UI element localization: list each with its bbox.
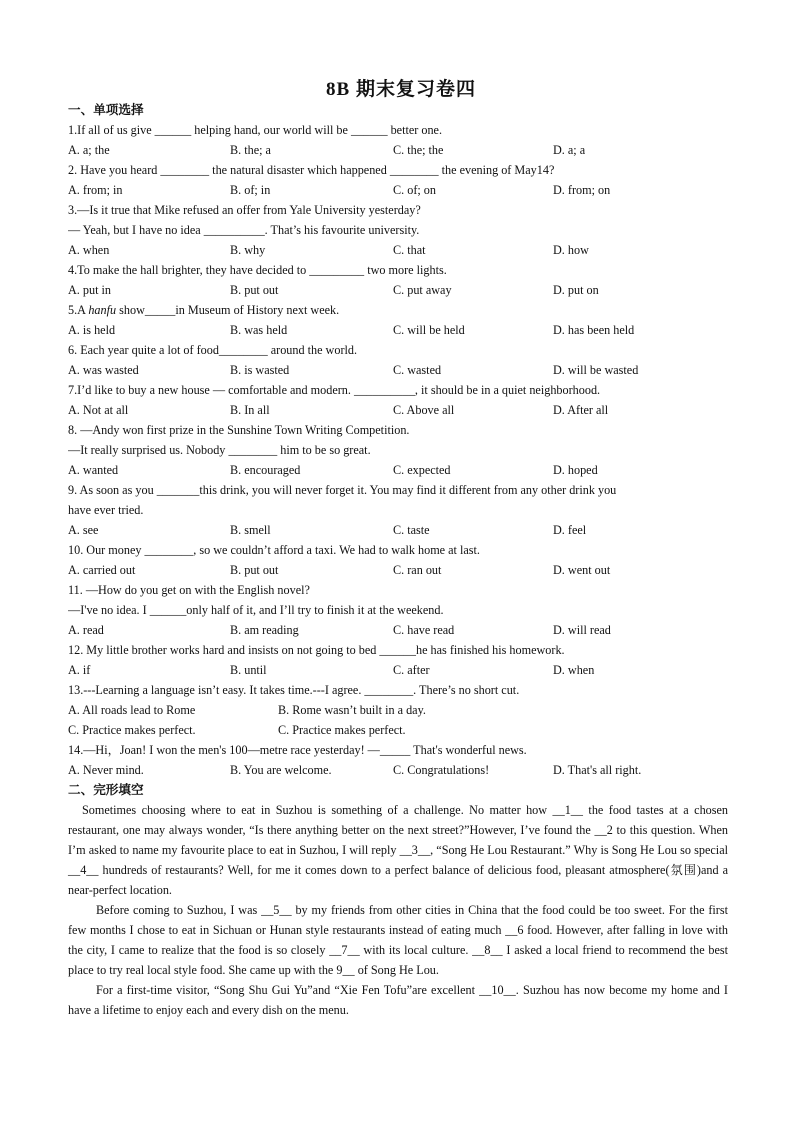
answer-option: C. after (393, 663, 430, 677)
answer-option: A. from; in (68, 183, 123, 197)
answer-option: B. was held (230, 323, 288, 337)
answer-option: C. that (393, 243, 426, 257)
answer-option: A. put in (68, 283, 111, 297)
option-row (68, 520, 728, 540)
answer-option: A. carried out (68, 563, 136, 577)
answer-option: D. will read (553, 623, 611, 637)
answer-option: C. wasted (393, 363, 442, 377)
answer-option: B. until (230, 663, 267, 677)
option-row (68, 280, 728, 300)
answer-option: A. was wasted (68, 363, 139, 377)
option-row (68, 560, 728, 580)
answer-option: D. from; on (553, 183, 611, 197)
answer-option: C. Practice makes perfect. (278, 723, 406, 737)
question-text: 4.To make the hall brighter, they have decided to _________ two more lights. (68, 263, 447, 277)
answer-option: A. wanted (68, 463, 119, 477)
answer-option: B. In all (230, 403, 270, 417)
answer-option: D. a; a (553, 143, 586, 157)
answer-option: A. read (68, 623, 104, 637)
option-row (68, 720, 728, 740)
answer-option: C. expected (393, 463, 451, 477)
question-text: have ever tried. (68, 503, 144, 517)
question-text: 10. Our money ________, so we couldn’t afford a taxi. We had to walk home at last. (68, 543, 480, 557)
answer-option: A. is held (68, 323, 116, 337)
exam-content (68, 100, 728, 1020)
option-row (68, 240, 728, 260)
question-text: 6. Each year quite a lot of food________ around the world. (68, 343, 358, 357)
answer-option: B. why (230, 243, 266, 257)
answer-option: D. hoped (553, 463, 598, 477)
question-text: 3.—Is it true that Mike refused an offer from Yale University yesterday? (68, 203, 421, 217)
question-text: 7.I’d like to buy a new house — comfortable and modern. __________, it should be in a quiet neighborhood. (68, 383, 601, 397)
passage-paragraph: Before coming to Suzhou, I was __5__ by my friends from other cities in China that the food could be too sweet. For the first few months I chose to eat in Sichuan or Hunan style restaurants instead of eating much __6 food. However, after falling in love with the city, I came to realize that the food is so closely __7__ with its local culture. __8__ I asked a local friend to recommend the best place to try real local style food. She came up with the 9__ of Song He Lou. (68, 903, 728, 977)
answer-option: C. Congratulations! (393, 763, 490, 777)
answer-option: D. That's all right. (553, 763, 642, 777)
passage-paragraph: For a first-time visitor, “Song Shu Gui Yu”and “Xie Fen Tofu”are excellent __10__. Suzhou has now become my home and I have a lifetime to enjoy each and every dish on the menu. (68, 983, 728, 1017)
answer-option: C. Above all (393, 403, 455, 417)
question-text: 2. Have you heard ________ the natural disaster which happened ________ the evening of May14? (68, 163, 555, 177)
option-row (68, 620, 728, 640)
option-row (68, 320, 728, 340)
option-row (68, 460, 728, 480)
answer-option: D. went out (553, 563, 611, 577)
answer-option: A. a; the (68, 143, 110, 157)
question-text: 13.---Learning a language isn’t easy. It takes time.---I agree. ________. There’s no short cut. (68, 683, 520, 697)
answer-option: C. taste (393, 523, 430, 537)
answer-option: B. Rome wasn’t built in a day. (278, 703, 426, 717)
page-title: 8B 期末复习卷四 (326, 79, 476, 100)
answer-option: C. will be held (393, 323, 465, 337)
answer-option: B. smell (230, 523, 271, 537)
answer-option: A. if (68, 663, 91, 677)
answer-option: D. feel (553, 523, 587, 537)
answer-option: A. Not at all (68, 403, 129, 417)
answer-option: B. You are welcome. (230, 763, 332, 777)
section-heading: 二、完形填空 (68, 782, 144, 797)
option-row (68, 660, 728, 680)
answer-option: A. when (68, 243, 110, 257)
answer-option: A. All roads lead to Rome (68, 703, 196, 717)
answer-option: B. am reading (230, 623, 299, 637)
question-text: —It really surprised us. Nobody ________ him to be so great. (68, 443, 371, 457)
question-text: —I've no idea. I ______only half of it, and I’ll try to finish it at the weekend. (68, 603, 444, 617)
passage-paragraph: Sometimes choosing where to eat in Suzhou is something of a challenge. No matter how __1__ the food tastes at a chosen restaurant, one may always wonder, “Is there anything better on the next street?”However, I’ve found the __2 to this question. When I’m asked to name my favourite place to eat in Suzhou, I will reply __3__, “Song He Lou Restaurant.” Why is Song He Lou so special __4__ hundreds of restaurants? Well, for me it comes down to a perfect balance of delicious food, pleasant atmosphere(氛围)and a near-perfect location. (68, 803, 728, 897)
question-text: — Yeah, but I have no idea __________. That’s his favourite university. (68, 223, 420, 237)
answer-option: B. is wasted (230, 363, 290, 377)
answer-option: C. put away (393, 283, 452, 297)
cloze-passage (68, 800, 728, 1020)
option-row (68, 360, 728, 380)
question-text: 14.—Hi，Joan! I won the men's 100—metre race yesterday! —_____ That's wonderful news. (68, 743, 527, 757)
question-text: 1.If all of us give ______ helping hand, our world will be ______ better one. (68, 123, 443, 137)
option-row (68, 140, 728, 160)
answer-option: B. the; a (230, 143, 271, 157)
question-block (68, 120, 728, 780)
answer-option: B. put out (230, 563, 279, 577)
answer-option: D. will be wasted (553, 363, 639, 377)
question-text: 8. —Andy won first prize in the Sunshine Town Writing Competition. (68, 423, 410, 437)
answer-option: C. have read (393, 623, 455, 637)
question-text: 9. As soon as you _______this drink, you will never forget it. You may find it different from any other drink you (68, 483, 617, 497)
answer-option: D. when (553, 663, 595, 677)
answer-option: C. of; on (393, 183, 436, 197)
answer-option: C. ran out (393, 563, 442, 577)
answer-option: B. put out (230, 283, 279, 297)
answer-option: D. has been held (553, 323, 635, 337)
answer-option: D. After all (553, 403, 609, 417)
answer-option: A. Never mind. (68, 763, 144, 777)
answer-option: D. how (553, 243, 589, 257)
question-text: 5.A hanfu show_____in Museum of History next week. (68, 303, 340, 317)
answer-option: C. the; the (393, 143, 444, 157)
section-heading: 一、单项选择 (68, 102, 144, 117)
answer-option: B. of; in (230, 183, 271, 197)
option-row (68, 180, 728, 200)
option-row (68, 700, 728, 720)
option-row (68, 760, 728, 780)
question-text: 11. —How do you get on with the English novel? (68, 583, 310, 597)
answer-option: A. see (68, 523, 99, 537)
answer-option: D. put on (553, 283, 599, 297)
answer-option: C. Practice makes perfect. (68, 723, 196, 737)
question-text: 12. My little brother works hard and insists on not going to bed ______he has finished his homework. (68, 643, 565, 657)
answer-option: B. encouraged (230, 463, 301, 477)
option-row (68, 400, 728, 420)
